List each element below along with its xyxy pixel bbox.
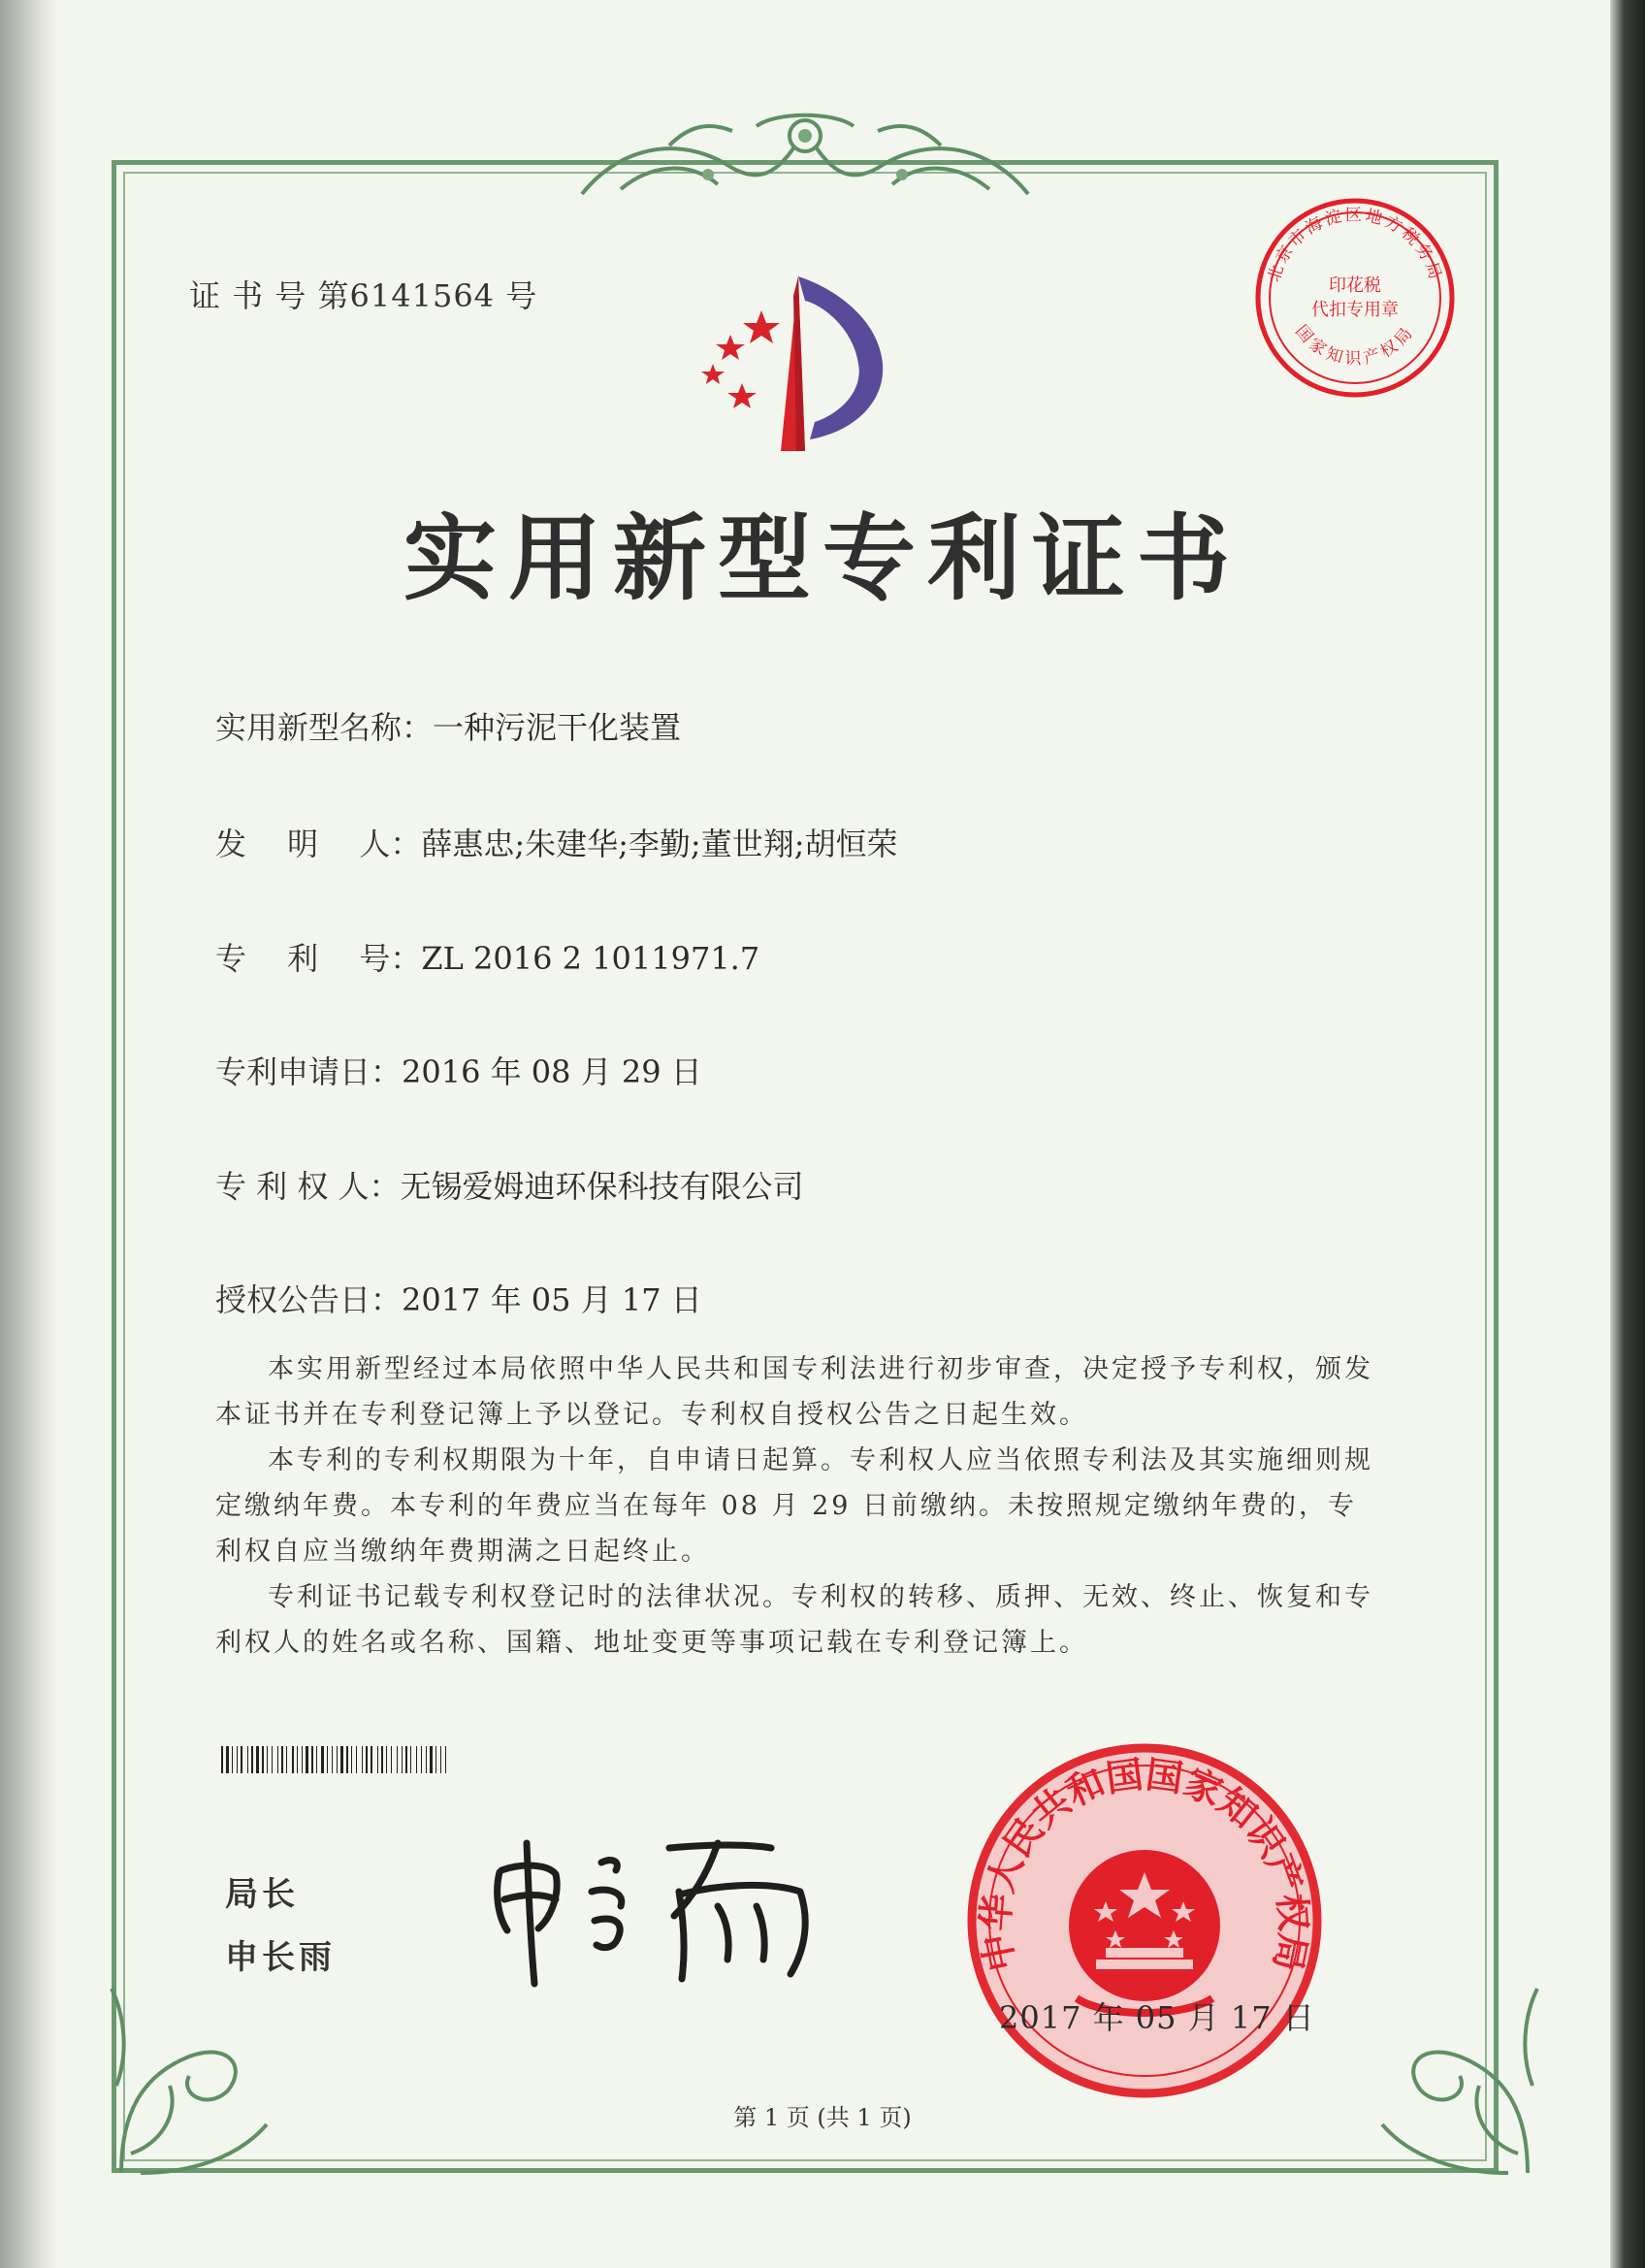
certificate-title: 实用新型专利证书 — [403, 503, 1242, 613]
barcode-bar — [337, 1746, 338, 1773]
barcode-bar — [349, 1746, 350, 1773]
barcode-bar — [445, 1746, 446, 1773]
barcode-bar — [362, 1746, 363, 1773]
tax-stamp-bottom-text: 国家知识产权局 — [1291, 321, 1419, 370]
barcode-bar — [346, 1746, 348, 1773]
barcode-bar — [437, 1746, 439, 1773]
field-inventors — [215, 820, 898, 864]
barcode-bar — [373, 1746, 376, 1773]
barcode-bar — [232, 1746, 233, 1773]
barcode-bar — [272, 1746, 273, 1773]
barcode-bar — [274, 1746, 276, 1773]
field-application-date — [215, 1048, 702, 1092]
bottom-left-ornament — [102, 1969, 296, 2183]
handwritten-signature — [480, 1824, 829, 1998]
barcode-bar — [256, 1746, 259, 1773]
barcode-bar — [265, 1746, 266, 1773]
body-paragraph-3: 专利证书记载专利权登记时的法律状况。专利权的转移、质押、无效、终止、恢复和专利权人的姓名或名称、国籍、地址变更等事项记载在专利登记簿上。 — [215, 1582, 1373, 1658]
field-value: 一种污泥干化装置 — [433, 709, 682, 746]
barcode-bar — [281, 1746, 283, 1773]
barcode-bar — [447, 1746, 450, 1773]
barcode-bar — [393, 1746, 396, 1773]
official-seal — [960, 1736, 1329, 2105]
certificate-body — [215, 1346, 1379, 1666]
barcode-bar — [388, 1746, 390, 1773]
barcode-bar — [412, 1746, 415, 1773]
tax-stamp-line1: 印花税 — [1329, 275, 1381, 296]
barcode-bar — [304, 1746, 305, 1773]
barcode-bar — [434, 1746, 435, 1773]
barcode-bar — [299, 1746, 301, 1773]
barcode-bar — [297, 1746, 298, 1773]
signatory-name: 申长雨 — [225, 1938, 336, 1977]
patent-office-logo — [684, 267, 921, 456]
barcode-bar — [327, 1746, 328, 1773]
tax-stamp-ring-text: 北京市海淀区地方税务局 — [1264, 206, 1446, 285]
barcode-bar — [260, 1746, 261, 1773]
field-value: 2017 年 05 月 17 日 — [402, 1281, 702, 1318]
barcode-bar — [353, 1746, 355, 1773]
barcode-bar — [428, 1746, 429, 1773]
barcode-bar — [334, 1746, 336, 1773]
barcode-bar — [237, 1746, 238, 1773]
barcode-bar — [410, 1746, 411, 1773]
barcode-bar — [314, 1746, 315, 1773]
barcode-bar — [221, 1746, 223, 1773]
barcode-bar — [356, 1746, 357, 1773]
barcode-bar — [423, 1746, 425, 1773]
barcode-bar — [247, 1746, 248, 1773]
field-value: 无锡爱姆迪环保科技有限公司 — [400, 1168, 804, 1205]
barcode-bar — [369, 1746, 370, 1773]
barcode-bar — [251, 1746, 253, 1773]
barcode-bar — [351, 1746, 352, 1773]
field-value: 薛惠忠;朱建华;李勤;董世翔;胡恒荣 — [421, 826, 898, 862]
barcode-bar — [254, 1746, 255, 1773]
barcode-bar — [243, 1746, 246, 1773]
signatory-title: 局长 — [225, 1875, 299, 1914]
certificate-number: 证 书 号 第6141564 号 — [189, 277, 538, 314]
barcode-bar — [366, 1746, 368, 1773]
barcode-bar — [241, 1746, 242, 1773]
scan-edge — [1610, 0, 1645, 2268]
body-paragraph-2: 本专利的专利权期限为十年，自申请日起算。专利权人应当依照专利法及其实施细则规定缴纳年费。本专利的年费应当在每年 08 月 29 日前缴纳。未按照规定缴纳年费的，专利权自应当缴纳年费期满之日起终止。 — [215, 1445, 1373, 1567]
field-label: 专利申请日： — [215, 1053, 403, 1090]
barcode-bar — [391, 1746, 392, 1773]
barcode-bar — [329, 1746, 331, 1773]
barcode-bar — [325, 1746, 326, 1773]
tax-stamp-line2: 代扣专用章 — [1311, 300, 1399, 320]
barcode-bar — [435, 1746, 436, 1773]
barcode-bar — [288, 1746, 291, 1773]
barcode-bar — [430, 1746, 433, 1773]
barcode-bar — [402, 1746, 403, 1773]
barcode-bar — [340, 1746, 343, 1773]
barcode-bar — [405, 1746, 407, 1773]
barcode-bar — [279, 1746, 280, 1773]
field-label: 专 利 号： — [215, 940, 422, 977]
bottom-right-ornament — [1353, 1969, 1547, 2183]
barcode-bar — [442, 1746, 444, 1773]
barcode-bar — [277, 1746, 278, 1773]
field-label: 授权公告日： — [215, 1281, 403, 1318]
barcode-bar — [364, 1746, 365, 1773]
barcode-bar — [306, 1746, 308, 1773]
barcode-bar — [239, 1746, 240, 1773]
field-patent-number — [215, 934, 759, 979]
barcode-bar — [284, 1746, 285, 1773]
barcode-bar — [403, 1746, 404, 1773]
barcode-bar — [416, 1746, 417, 1773]
barcode-bar — [344, 1746, 345, 1773]
barcode-bar — [224, 1746, 225, 1773]
barcode-bar — [234, 1746, 236, 1773]
barcode-bar — [230, 1746, 231, 1773]
barcode-bar — [267, 1746, 268, 1773]
barcode-bar — [332, 1746, 333, 1773]
barcode-bar — [399, 1746, 401, 1773]
barcode-bar — [371, 1746, 372, 1773]
barcode-bar — [292, 1746, 294, 1773]
body-paragraph-1: 本实用新型经过本局依照中华人民共和国专利法进行初步审查，决定授予专利权，颁发本证书并在专利登记簿上予以登记。专利权自授权公告之日起生效。 — [215, 1354, 1373, 1430]
barcode-bar — [302, 1746, 303, 1773]
field-utility-model-name — [215, 703, 681, 748]
barcode-bar — [408, 1746, 409, 1773]
barcode-bar — [316, 1746, 317, 1773]
barcode-bar — [397, 1746, 398, 1773]
barcode-bar — [379, 1746, 380, 1773]
barcode-bar — [421, 1746, 422, 1773]
tax-stamp — [1246, 189, 1465, 407]
barcode-bar — [384, 1746, 385, 1773]
barcode-bar — [286, 1746, 287, 1773]
barcode-bar — [226, 1746, 229, 1773]
barcode-bar — [321, 1746, 324, 1773]
seal-date: 2017 年 05 月 17 日 — [999, 1999, 1315, 2036]
field-grant-date — [215, 1276, 702, 1320]
barcode — [221, 1746, 624, 1773]
barcode-bar — [381, 1746, 383, 1773]
page-footer: 第 1 页 (共 1 页) — [733, 2104, 912, 2131]
barcode-bar — [318, 1746, 320, 1773]
top-ornament — [563, 107, 1048, 213]
field-value: 2016 年 08 月 29 日 — [402, 1053, 702, 1090]
barcode-bar — [249, 1746, 250, 1773]
barcode-bar — [295, 1746, 296, 1773]
barcode-bar — [262, 1746, 264, 1773]
field-label: 实用新型名称： — [215, 709, 434, 746]
field-patentee — [215, 1162, 804, 1207]
scan-shadow — [0, 0, 58, 2268]
barcode-bar — [269, 1746, 271, 1773]
field-label: 专 利 权 人： — [215, 1168, 401, 1205]
barcode-bar — [358, 1746, 361, 1773]
barcode-bar — [440, 1746, 441, 1773]
field-label: 发 明 人： — [215, 826, 422, 862]
barcode-bar — [418, 1746, 420, 1773]
official-seal-ring-text: 中华人民共和国国家知识产权局 — [974, 1752, 1315, 1975]
svg-text:国家知识产权局 — [1291, 322, 1419, 370]
barcode-bar — [309, 1746, 310, 1773]
barcode-bar — [386, 1746, 387, 1773]
svg-text:北京市海淀区地方税务局 — [1265, 206, 1446, 284]
barcode-bar — [426, 1746, 427, 1773]
barcode-bar — [377, 1746, 378, 1773]
barcode-bar — [311, 1746, 313, 1773]
field-value: ZL 2016 2 1011971.7 — [421, 940, 760, 977]
